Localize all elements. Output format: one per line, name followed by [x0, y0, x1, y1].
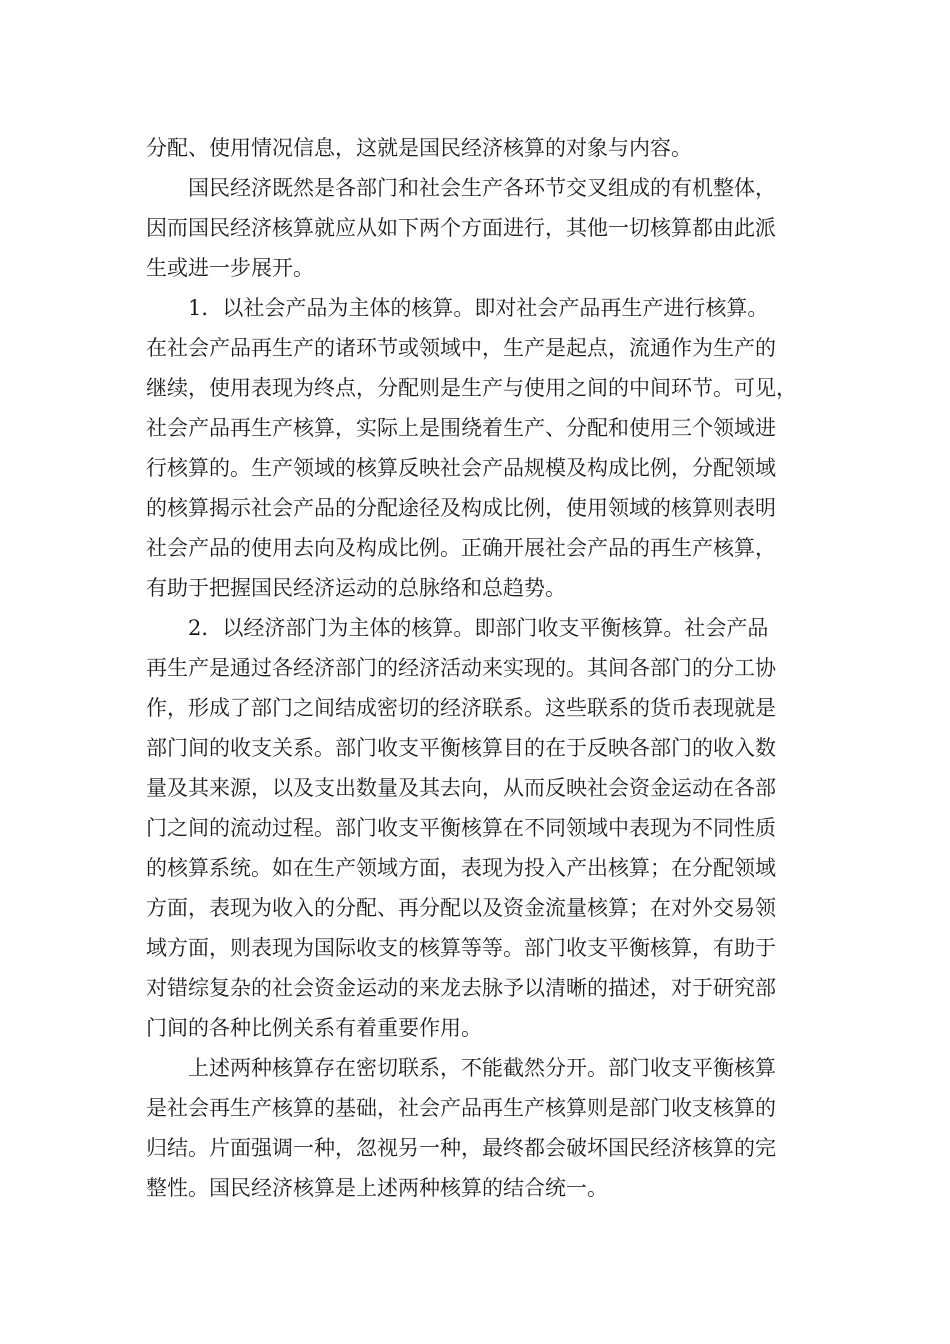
- text-line: 对错综复杂的社会资金运动的来龙去脉予以清晰的描述，对于研究部: [146, 976, 776, 1000]
- text-line: 1．以社会产品为主体的核算。即对社会产品再生产进行核算。: [188, 296, 769, 320]
- text-line: 再生产是通过各经济部门的经济活动来实现的。其间各部门的分工协: [146, 656, 776, 680]
- text-line: 作，形成了部门之间结成密切的经济联系。这些联系的货币表现就是: [146, 696, 776, 720]
- text-line: 量及其来源，以及支出数量及其去向，从而反映社会资金运动在各部: [146, 776, 776, 800]
- paragraph-1: [146, 128, 810, 168]
- paragraph-3: [146, 288, 810, 608]
- text-line: 部门间的收支关系。部门收支平衡核算目的在于反映各部门的收入数: [146, 736, 776, 760]
- text-line: 在社会产品再生产的诸环节或领域中，生产是起点，流通作为生产的: [146, 336, 776, 360]
- paragraph-2: [146, 168, 810, 288]
- text-line: 2．以经济部门为主体的核算。即部门收支平衡核算。社会产品: [188, 616, 769, 640]
- paragraph-4: [146, 608, 810, 1048]
- paragraph-5: [146, 1048, 810, 1208]
- text-line: 行核算的。生产领域的核算反映社会产品规模及构成比例，分配领域: [146, 456, 776, 480]
- text-line: 社会产品的使用去向及构成比例。正确开展社会产品的再生产核算，: [146, 536, 776, 560]
- text-line: 的核算系统。如在生产领域方面，表现为投入产出核算；在分配领域: [146, 856, 776, 880]
- text-line: 因而国民经济核算就应从如下两个方面进行，其他一切核算都由此派: [146, 216, 776, 240]
- text-line: 生或进一步展开。: [146, 256, 314, 280]
- text-line: 分配、使用情况信息，这就是国民经济核算的对象与内容。: [146, 136, 692, 160]
- text-line: 继续，使用表现为终点，分配则是生产与使用之间的中间环节。可见，: [146, 376, 797, 400]
- text-line: 有助于把握国民经济运动的总脉络和总趋势。: [146, 576, 566, 600]
- text-line: 域方面，则表现为国际收支的核算等等。部门收支平衡核算，有助于: [146, 936, 776, 960]
- text-line: 是社会再生产核算的基础，社会产品再生产核算则是部门收支核算的: [146, 1096, 776, 1120]
- text-line: 上述两种核算存在密切联系，不能截然分开。部门收支平衡核算: [188, 1056, 776, 1080]
- text-line: 社会产品再生产核算，实际上是围绕着生产、分配和使用三个领域进: [146, 416, 776, 440]
- text-line: 方面，表现为收入的分配、再分配以及资金流量核算；在对外交易领: [146, 896, 776, 920]
- text-line: 国民经济既然是各部门和社会生产各环节交叉组成的有机整体，: [188, 176, 776, 200]
- text-line: 的核算揭示社会产品的分配途径及构成比例，使用领域的核算则表明: [146, 496, 776, 520]
- text-line: 归结。片面强调一种，忽视另一种，最终都会破坏国民经济核算的完: [146, 1136, 776, 1160]
- text-line: 整性。国民经济核算是上述两种核算的结合统一。: [146, 1176, 608, 1200]
- body-text: [146, 128, 810, 1208]
- text-line: 门之间的流动过程。部门收支平衡核算在不同领域中表现为不同性质: [146, 816, 776, 840]
- text-line: 门间的各种比例关系有着重要作用。: [146, 1016, 482, 1040]
